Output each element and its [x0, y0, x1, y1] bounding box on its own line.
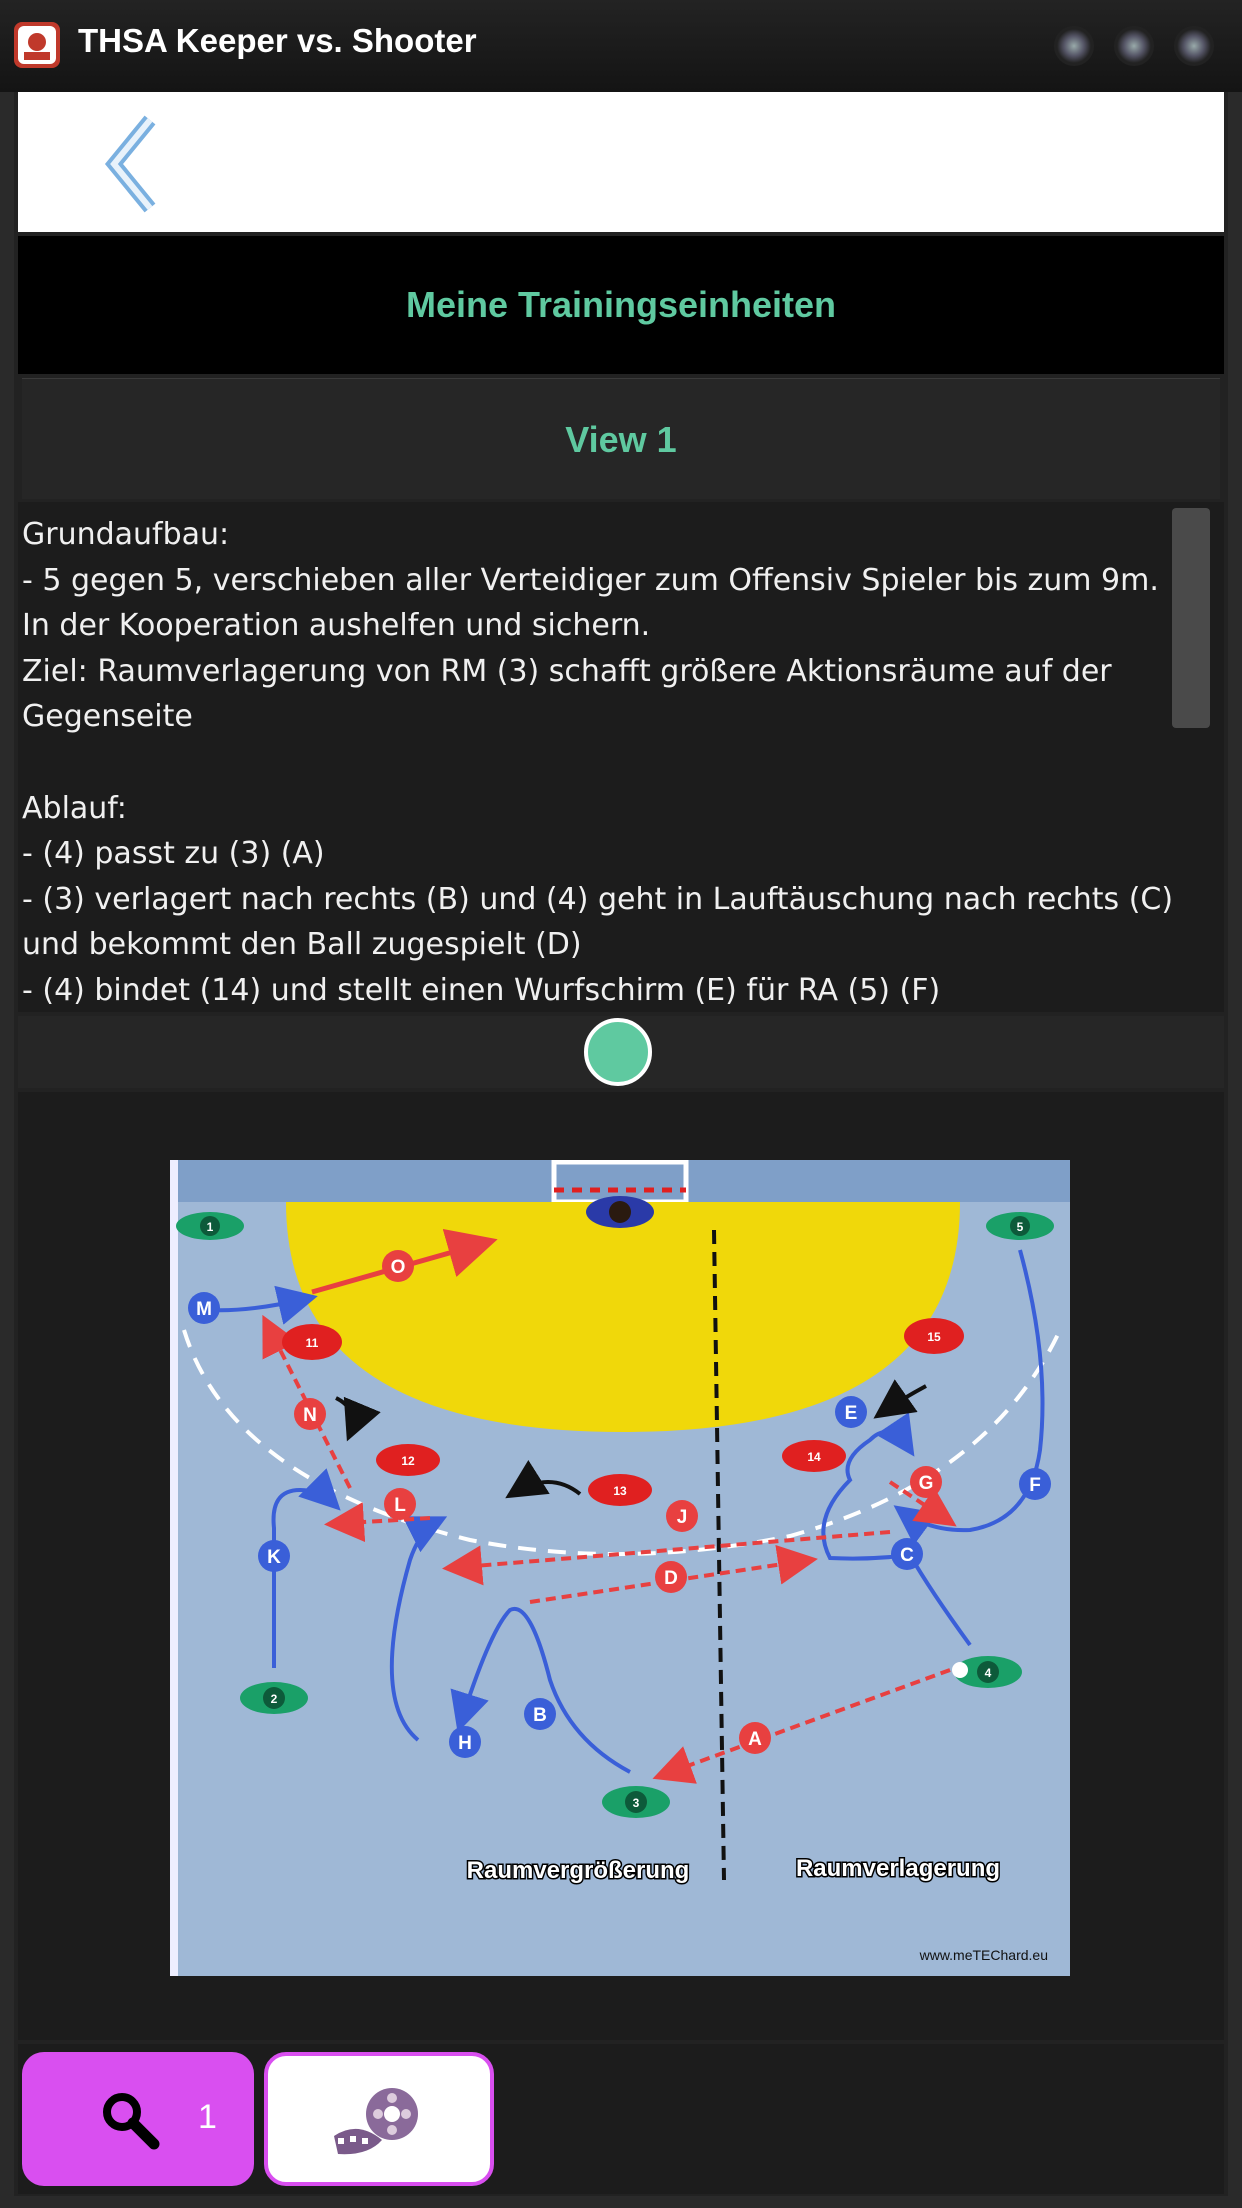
- window-titlebar: [0, 0, 1242, 92]
- action-marker: [666, 1500, 698, 1532]
- action-letter: F: [1029, 1475, 1041, 1496]
- view-title: View 1: [565, 419, 677, 460]
- goal-line-area: [170, 1160, 1070, 1202]
- splitter-handle[interactable]: [584, 1018, 652, 1086]
- player-number: 2: [270, 1692, 278, 1706]
- action-letter: G: [918, 1473, 934, 1494]
- description-line: Grundaufbau:: [22, 517, 230, 552]
- description-line: Gegenseite: [22, 699, 193, 735]
- search-button[interactable]: [22, 2052, 254, 2186]
- zone-label-right: Raumverlagerung: [795, 1855, 1001, 1882]
- defender-player: [376, 1444, 440, 1476]
- action-marker: [524, 1698, 556, 1730]
- action-letter: O: [390, 1257, 406, 1278]
- action-letter: B: [533, 1705, 547, 1726]
- action-marker: [384, 1488, 416, 1520]
- court-sideline: [170, 1160, 178, 1976]
- description-line: - 5 gegen 5, verschieben aller Verteidiger zum Offensiv Spieler bis zum 9m.: [22, 562, 1159, 598]
- description-line: - (4) passt zu (3) (A): [22, 836, 325, 872]
- attacker-player: [986, 1212, 1054, 1240]
- handball-diagram: [170, 1160, 1070, 1976]
- page-header: [18, 236, 1224, 374]
- window-title: THSA Keeper vs. Shooter: [78, 22, 477, 59]
- defender-player: [782, 1440, 846, 1472]
- action-marker: [891, 1538, 923, 1570]
- action-letter: E: [844, 1403, 858, 1424]
- window-button-icon[interactable]: [1174, 26, 1214, 66]
- action-letter: A: [748, 1729, 762, 1750]
- description-text: [22, 512, 1172, 1012]
- goalkeeper: [586, 1196, 654, 1228]
- chevron-left-icon[interactable]: [100, 114, 190, 214]
- film-reel-icon: [328, 2080, 432, 2160]
- page-title: Meine Trainingseinheiten: [405, 284, 837, 325]
- action-marker: [835, 1396, 867, 1428]
- window-button-icon[interactable]: [1054, 26, 1094, 66]
- action-letter: N: [303, 1405, 317, 1426]
- action-letter: H: [458, 1733, 472, 1754]
- description-line: Ablauf:: [22, 790, 127, 826]
- description-line: Ziel: Raumverlagerung von RM (3) schafft größere Aktionsräume auf der: [22, 653, 1112, 689]
- player-number: 3: [632, 1796, 640, 1810]
- attacker-player: [176, 1212, 244, 1240]
- description-line: [22, 740, 1172, 786]
- action-letter: M: [196, 1299, 212, 1320]
- description-line: - (4) bindet (14) und stellt einen Wurfschirm (E) für RA (5) (F): [22, 972, 941, 1008]
- action-marker: [188, 1292, 220, 1324]
- action-marker: [294, 1398, 326, 1430]
- search-icon: [98, 2088, 162, 2152]
- view-bar: [22, 378, 1220, 499]
- action-marker: [382, 1250, 414, 1282]
- video-button[interactable]: [264, 2052, 494, 2186]
- player-number: 11: [305, 1336, 319, 1350]
- defender-player: [588, 1474, 652, 1506]
- player-number: 15: [927, 1330, 941, 1344]
- action-marker: [739, 1722, 771, 1754]
- zone-label-left: Raumvergrößerung: [466, 1857, 690, 1884]
- search-count: 1: [198, 2098, 217, 2136]
- attacker-player: [240, 1682, 308, 1714]
- description-line: und bekommt den Ball zugespielt (D): [22, 927, 582, 963]
- description-scrollbar[interactable]: [1172, 508, 1210, 728]
- defender-player: [904, 1318, 964, 1354]
- action-letter: C: [900, 1545, 914, 1566]
- action-letter: K: [267, 1547, 281, 1568]
- nav-bar: [18, 92, 1224, 232]
- player-number: 4: [984, 1666, 992, 1680]
- player-number: 14: [807, 1450, 821, 1464]
- defender-player: [282, 1324, 342, 1360]
- action-marker: [1019, 1468, 1051, 1500]
- action-letter: D: [664, 1568, 678, 1589]
- watermark: www.meTEChard.eu: [919, 1947, 1048, 1963]
- attacker-player: [602, 1786, 670, 1818]
- player-number: 12: [401, 1454, 415, 1468]
- player-number: 1: [206, 1220, 214, 1234]
- player-number: 13: [613, 1484, 627, 1498]
- action-marker: [655, 1561, 687, 1593]
- description-line: In der Kooperation aushelfen und sichern.: [22, 608, 651, 644]
- action-letter: J: [676, 1507, 688, 1528]
- action-marker: [449, 1726, 481, 1758]
- action-marker: [258, 1540, 290, 1572]
- window-button-icon[interactable]: [1114, 26, 1154, 66]
- action-marker: [910, 1466, 942, 1498]
- action-letter: L: [394, 1495, 406, 1516]
- app-icon: [14, 22, 60, 68]
- description-panel[interactable]: [18, 502, 1224, 1012]
- description-line: - (3) verlagert nach rechts (B) und (4) geht in Lauftäuschung nach rechts (C): [22, 881, 1174, 917]
- player-number: 5: [1016, 1220, 1024, 1234]
